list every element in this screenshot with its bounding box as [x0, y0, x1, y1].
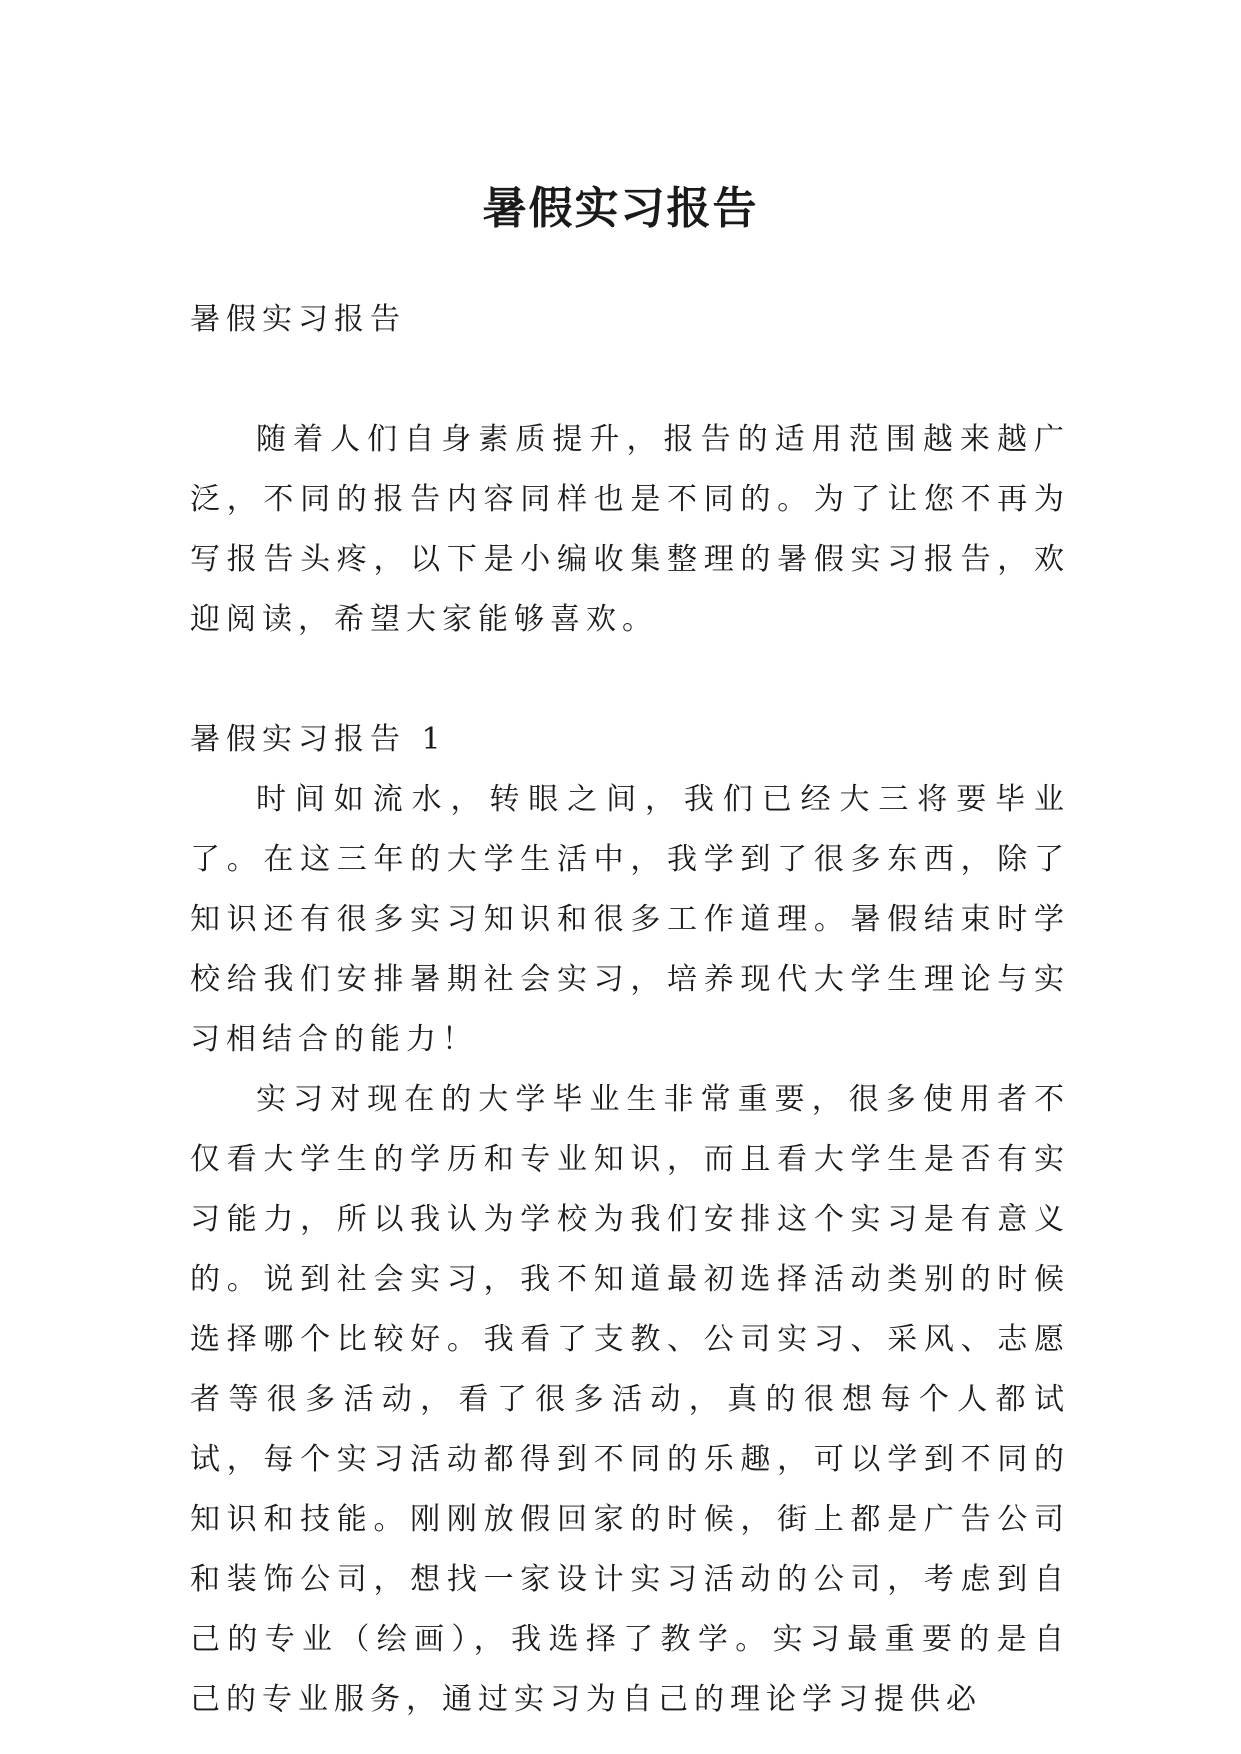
document-subtitle: 暑假实习报告	[190, 302, 406, 337]
section-heading: 暑假实习报告 1	[190, 722, 447, 757]
body-paragraph-2: 实习对现在的大学毕业生非常重要，很多使用者不仅看大学生的学历和专业知识，而且看大学生是否有实习能力，所以我认为学校为我们安排这个实习是有意义的。说到社会实习，我不知道最初选择活动类别的时候选择哪个比较好。我看了支教、公司实习、采风、志愿者等很多活动，看了很多活动，真的很想每个人都试试，每个实习活动都得到不同的乐趣，可以学到不同的知识和技能。刚刚放假回家的时候，街上都是广告公司和装饰公司，想找一家设计实习活动的公司，考虑到自己的专业（绘画），我选择了教学。实习最重要的是自己的专业服务，通过实习为自己的理论学习提供必	[190, 1082, 1070, 1717]
body-paragraph-1: 时间如流水，转眼之间，我们已经大三将要毕业了。在这三年的大学生活中，我学到了很多东西，除了知识还有很多实习知识和很多工作道理。暑假结束时学校给我们安排暑期社会实习，培养现代大学生理论与实习相结合的能力！	[190, 782, 1070, 1057]
intro-paragraph: 随着人们自身素质提升，报告的适用范围越来越广泛，不同的报告内容同样也是不同的。为了让您不再为写报告头疼，以下是小编收集整理的暑假实习报告，欢迎阅读，希望大家能够喜欢。	[190, 422, 1070, 637]
document-body	[190, 290, 1070, 1730]
document-title: 暑假实习报告	[482, 183, 759, 235]
